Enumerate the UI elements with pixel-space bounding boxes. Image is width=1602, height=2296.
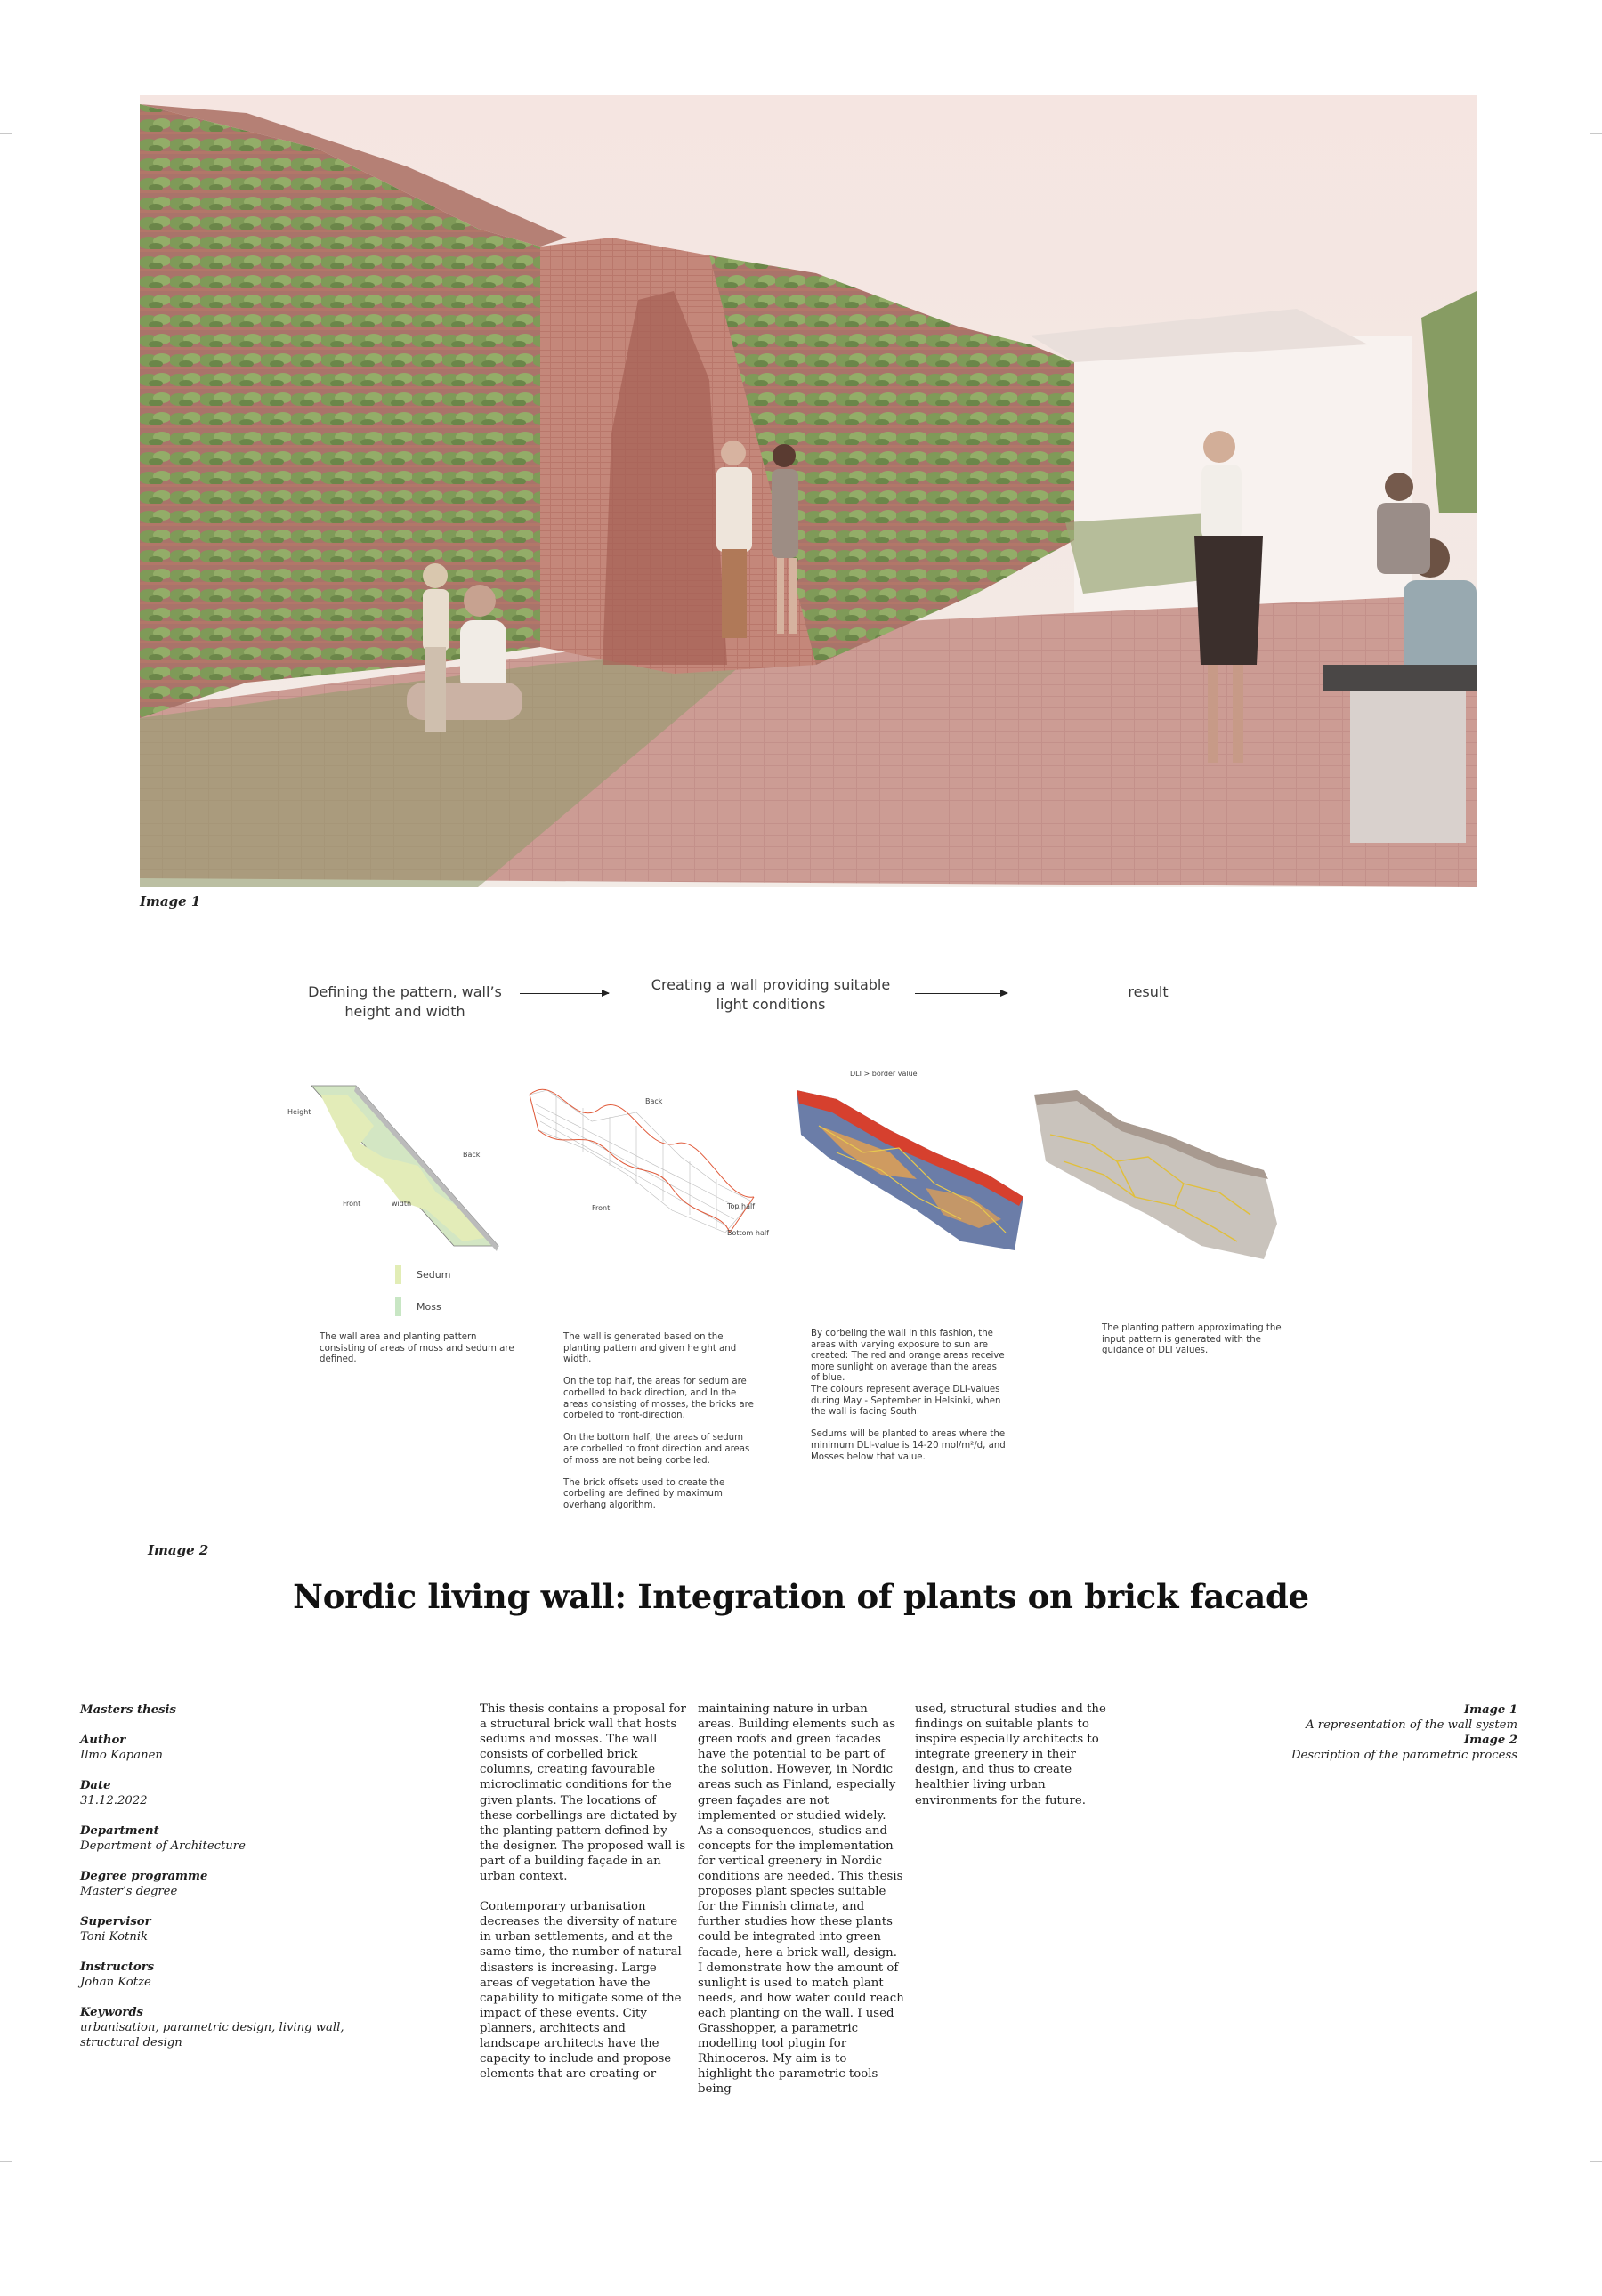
crop-mark xyxy=(1590,2161,1602,2162)
abstract-column-3 xyxy=(915,1702,1121,1823)
info-author xyxy=(80,1733,374,1763)
info-keywords xyxy=(80,2005,374,2050)
desc-paragraph: By corbeling the wall in this fashion, the areas with varying exposure to sun are created: The red and orange areas receive more sunlight on average than the areas of blue. The colours represent average DLI-values during May - September in Helsinki, when the wall is facing South. xyxy=(811,1329,1005,1418)
process-step-3: result xyxy=(1128,983,1169,1000)
process-description-4 xyxy=(1102,1323,1302,1368)
crop-mark xyxy=(0,133,12,134)
desc-paragraph: The wall area and planting pattern consisting of areas of moss and sedum are defined. xyxy=(320,1332,514,1365)
info-value: Department of Architecture xyxy=(80,1839,246,1853)
info-supervisor xyxy=(80,1914,374,1944)
desc-paragraph: The wall is generated based on the planting pattern and given height and width. xyxy=(563,1332,737,1365)
thesis-info xyxy=(80,1702,374,2066)
abstract-paragraph: used, structural studies and the findings on suitable plants to inspire especially architects to integrate greenery in their design, and thus to create healthier living urban environments for the future. xyxy=(915,1702,1106,1807)
legend-label-sedum: Sedum xyxy=(417,1269,451,1281)
process-description-2 xyxy=(563,1332,759,1523)
info-instructors xyxy=(80,1960,374,1990)
info-label: Instructors xyxy=(80,1960,155,1974)
process-description-1 xyxy=(320,1332,524,1377)
desc-paragraph: The brick offsets used to create the corbeling are defined by maximum overhang algorithm. xyxy=(563,1477,725,1510)
page-title: Nordic living wall: Integration of plants on brick facade xyxy=(293,1577,1309,1616)
process-description-3 xyxy=(811,1329,1007,1475)
abstract-paragraph: maintaining nature in urban areas. Building elements such as green roofs and green facades have the potential to be part of the solution. However, in Nordic areas such as Finland, especially green façades are not implemented or studied widely. As a consequences, studies and concepts for the implementation for vertical greenery in Nordic conditions are needed. This thesis proposes plant species suitable for the Finnish climate, and further studies how these plants could be integrated into green facade, here a brick wall, design. I demonstrate how the amount of sunlight is used to match plant needs, and how water could reach each planting on the wall. I used Grasshopper, a parametric modelling tool plugin for Rhinoceros. My aim is to highlight the parametric tools being xyxy=(698,1702,904,2097)
legend-label-moss: Moss xyxy=(417,1301,441,1313)
caption-label: Image 2 xyxy=(1463,1734,1517,1747)
image-captions xyxy=(1291,1702,1517,1763)
image2-caption: Image 2 xyxy=(148,1542,209,1558)
info-label: Keywords xyxy=(80,2006,143,2019)
process-step-2: Creating a wall providing suitable light conditions xyxy=(651,976,891,1013)
abstract-column-1 xyxy=(480,1702,686,2097)
info-value: Johan Kotze xyxy=(80,1976,151,1989)
info-value: Master’s degree xyxy=(80,1885,178,1898)
diagram2-label-bottom-half: Bottom half xyxy=(727,1229,769,1237)
info-value: 31.12.2022 xyxy=(80,1794,148,1807)
abstract-paragraph: This thesis contains a proposal for a structural brick wall that hosts sedums and mosses. The wall consists of corbelled brick columns, creating favourable microclimatic conditions for the given plants. The locations of these corbellings are dictated by the planting pattern defined by the designer. The proposed wall is part of a building façade in an urban context. xyxy=(480,1702,686,1884)
info-label: Degree programme xyxy=(80,1870,208,1883)
diagram1-label-height: Height xyxy=(287,1108,312,1116)
diagram3-label-dli: DLI > border value xyxy=(850,1070,918,1078)
diagram1-label-back: Back xyxy=(463,1151,481,1159)
caption-value: Description of the parametric process xyxy=(1290,1749,1517,1762)
info-value: urbanisation, parametric design, living wall, structural design xyxy=(80,2021,344,2049)
process-arrow-2 xyxy=(915,993,1007,994)
diagram-dli-analysis xyxy=(783,1063,1032,1259)
legend-swatch-moss xyxy=(395,1297,401,1316)
info-masters-thesis xyxy=(80,1702,374,1718)
info-date xyxy=(80,1778,374,1808)
diagram1-label-front: Front xyxy=(343,1200,361,1208)
info-label: Department xyxy=(80,1824,159,1838)
hero-render-image xyxy=(140,95,1477,887)
info-value: Toni Kotnik xyxy=(80,1930,149,1944)
diagram2-label-front: Front xyxy=(592,1204,611,1212)
abstract-column-2 xyxy=(698,1702,904,2112)
diagram2-label-back: Back xyxy=(645,1097,663,1105)
caption-label: Image 1 xyxy=(1463,1703,1517,1717)
info-value: Ilmo Kapanen xyxy=(80,1749,163,1762)
abstract-paragraph: Contemporary urbanisation decreases the diversity of nature in urban settlements, and at the same time, the number of natural disasters is increasing. Large areas of vegetation have the capability to mitigate some of the impact of these events. City planners, architects and landscape architects have the capacity to include and propose elements that are creating or xyxy=(480,1900,682,2082)
diagram-result xyxy=(1024,1072,1290,1264)
desc-paragraph: On the bottom half, the areas of sedum are corbelled to front direction and areas of moss are not being corbelled. xyxy=(563,1433,750,1466)
image1-caption: Image 1 xyxy=(140,893,201,910)
info-label: Masters thesis xyxy=(80,1703,176,1717)
diagram-wall-wireframe xyxy=(521,1077,770,1255)
info-department xyxy=(80,1823,374,1854)
info-label: Supervisor xyxy=(80,1915,151,1928)
crop-mark xyxy=(1590,133,1602,134)
crop-mark xyxy=(0,2161,12,2162)
desc-paragraph: Sedums will be planted to areas where the minimum DLI-value is 14-20 mol/m²/d, and Mosses below that value. xyxy=(811,1429,1006,1462)
diagram1-label-width: width xyxy=(392,1200,412,1208)
info-label: Date xyxy=(80,1779,111,1792)
desc-paragraph: The planting pattern approximating the input pattern is generated with the guidance of DLI values. xyxy=(1102,1323,1282,1356)
diagram-planting-pattern xyxy=(285,1077,516,1255)
process-arrow-1 xyxy=(520,993,609,994)
process-step-1: Defining the pattern, wall’s height and width xyxy=(308,983,502,1020)
diagram2-label-top-half: Top half xyxy=(727,1202,756,1210)
info-degree xyxy=(80,1869,374,1899)
legend-swatch-sedum xyxy=(395,1265,401,1284)
desc-paragraph: On the top half, the areas for sedum are corbelled to back direction, and In the areas consisting of mosses, the bricks are corbeled to front-direction. xyxy=(563,1377,754,1421)
caption-value: A representation of the wall system xyxy=(1306,1718,1517,1732)
info-label: Author xyxy=(80,1734,126,1747)
